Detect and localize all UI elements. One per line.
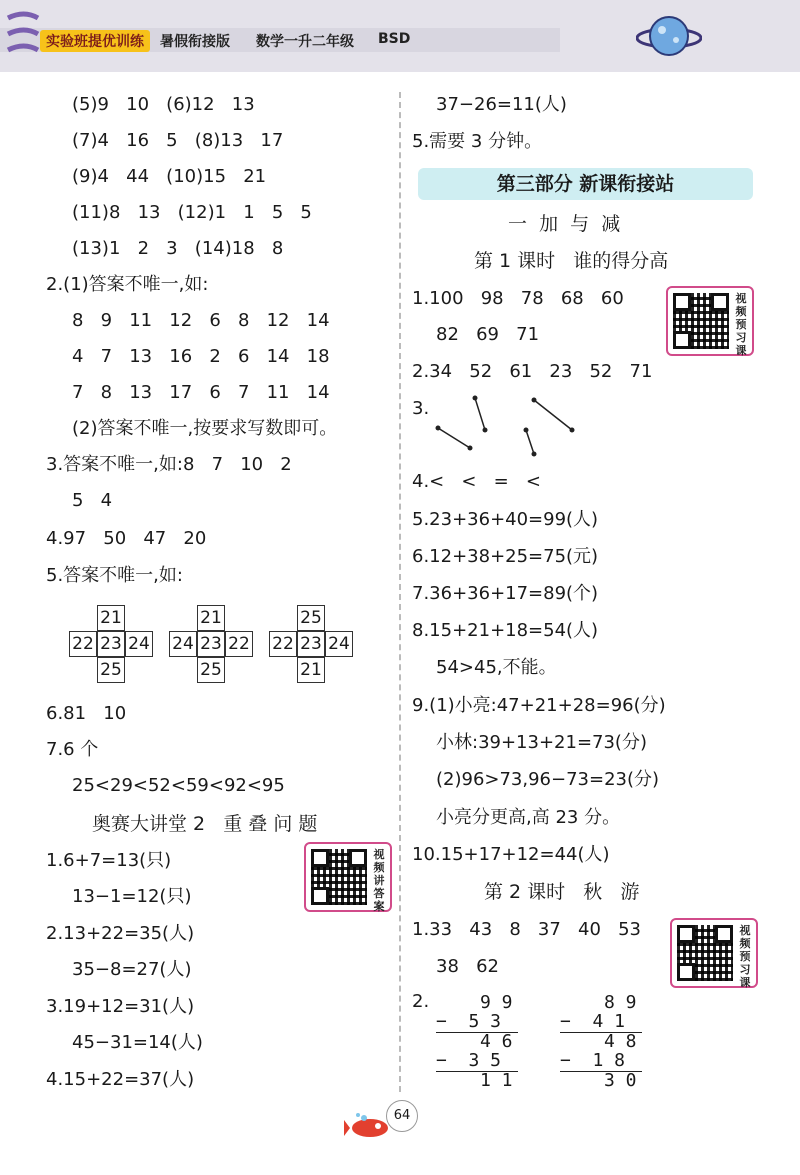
qr-corner bbox=[715, 925, 733, 943]
cross-cell: 22 bbox=[225, 631, 253, 657]
match-dot bbox=[468, 446, 473, 451]
qr-code-preview-video-1[interactable] bbox=[666, 286, 754, 356]
page-header bbox=[0, 0, 800, 72]
right-line-6: 3. bbox=[412, 398, 430, 419]
match-dot bbox=[570, 428, 575, 433]
header-subject: 数学一升二年级 bbox=[256, 34, 354, 50]
qr-corner bbox=[349, 849, 367, 867]
right-line-18: 1.33 43 8 37 40 53 bbox=[412, 919, 641, 940]
left-line-4: (11)8 13 (12)1 1 5 5 bbox=[72, 202, 312, 223]
right-line-1: 37−26=11(人) bbox=[436, 94, 567, 115]
right-line-3: 1.100 98 78 68 60 bbox=[412, 288, 624, 309]
cross-cell: 23 bbox=[197, 631, 225, 657]
left-line-17: 25<29<52<59<92<95 bbox=[72, 775, 285, 796]
left-line-6: 2.(1)答案不唯一,如: bbox=[46, 274, 209, 295]
header-edition: 暑假衔接版 bbox=[160, 34, 230, 50]
lesson-1-title: 第 1 课时 谁的得分高 bbox=[474, 250, 669, 272]
qr-corner bbox=[711, 293, 729, 311]
left-line-21: 35−8=27(人) bbox=[72, 959, 192, 980]
left-line-13: 4.97 50 47 20 bbox=[46, 528, 207, 549]
right-line-17: 10.15+17+12=44(人) bbox=[412, 844, 610, 865]
right-line-15: (2)96>73,96−73=23(分) bbox=[436, 769, 660, 790]
match-dot bbox=[473, 396, 478, 401]
right-line-12: 54>45,不能。 bbox=[436, 657, 557, 678]
right-line-20: 2. bbox=[412, 991, 430, 1012]
qr-label: 视频讲答案 bbox=[373, 848, 385, 913]
cross-cell: 24 bbox=[125, 631, 153, 657]
right-line-7: 4.< < = < bbox=[412, 471, 541, 492]
qr-corner bbox=[311, 887, 329, 905]
left-line-2: (7)4 16 5 (8)13 17 bbox=[72, 130, 284, 151]
cross-cell: 22 bbox=[69, 631, 97, 657]
lesson-2-title: 第 2 课时 秋 游 bbox=[484, 881, 640, 903]
section-banner: 第三部分 新课衔接站 bbox=[418, 168, 753, 200]
left-line-7: 8 9 11 12 6 8 12 14 bbox=[72, 310, 330, 331]
right-line-11: 8.15+21+18=54(人) bbox=[412, 620, 599, 641]
match-dot bbox=[436, 426, 441, 431]
right-line-13: 9.(1)小亮:47+21+28=96(分) bbox=[412, 695, 666, 716]
left-line-12: 5 4 bbox=[72, 490, 113, 511]
qr-code-answer-video[interactable] bbox=[304, 842, 392, 912]
right-line-19: 38 62 bbox=[436, 956, 499, 977]
left-line-18: 1.6+7=13(只) bbox=[46, 850, 172, 871]
left-line-19: 13−1=12(只) bbox=[72, 886, 192, 907]
qr-corner bbox=[677, 963, 695, 981]
right-line-14: 小林:39+13+21=73(分) bbox=[436, 732, 647, 753]
cross-cell: 24 bbox=[169, 631, 197, 657]
column-divider bbox=[399, 92, 401, 1092]
left-line-15: 6.81 10 bbox=[46, 703, 127, 724]
qr-corner bbox=[311, 849, 329, 867]
left-line-20: 2.13+22=35(人) bbox=[46, 923, 195, 944]
qr-corner bbox=[673, 331, 691, 349]
left-line-16: 7.6 个 bbox=[46, 739, 99, 760]
calc-line: 8 9 bbox=[604, 992, 637, 1013]
cross-cell: 23 bbox=[97, 631, 125, 657]
right-line-16: 小亮分更高,高 23 分。 bbox=[436, 807, 621, 828]
calc-line: − 1 8 bbox=[560, 1050, 626, 1071]
right-line-10: 7.36+36+17=89(个) bbox=[412, 583, 599, 604]
left-line-5: (13)1 2 3 (14)18 8 bbox=[72, 238, 284, 259]
match-line bbox=[438, 428, 470, 448]
match-dot bbox=[483, 428, 488, 433]
cross-cell: 23 bbox=[297, 631, 325, 657]
qr-corner bbox=[677, 925, 695, 943]
left-line-22: 3.19+12=31(人) bbox=[46, 996, 195, 1017]
right-line-5: 2.34 52 61 23 52 71 bbox=[412, 361, 653, 382]
left-line-14: 5.答案不唯一,如: bbox=[46, 565, 183, 586]
calc-line: 4 6 bbox=[480, 1031, 513, 1052]
wave-icon bbox=[4, 8, 44, 66]
left-line-23: 45−31=14(人) bbox=[72, 1032, 203, 1053]
left-line-8: 4 7 13 16 2 6 14 18 bbox=[72, 346, 330, 367]
calc-line: − 3 5 bbox=[436, 1050, 502, 1071]
right-line-8: 5.23+36+40=99(人) bbox=[412, 509, 599, 530]
qr-label: 视频预习课 bbox=[735, 292, 747, 357]
left-line-1: (5)9 10 (6)12 13 bbox=[72, 94, 255, 115]
left-line-3: (9)4 44 (10)15 21 bbox=[72, 166, 267, 187]
cross-cell: 21 bbox=[197, 605, 225, 631]
cross-cell: 25 bbox=[197, 657, 225, 683]
right-line-4: 82 69 71 bbox=[436, 324, 540, 345]
matching-lines-diagram bbox=[430, 390, 580, 460]
unit-title: 一 加 与 减 bbox=[508, 213, 621, 235]
right-line-2: 5.需要 3 分钟。 bbox=[412, 131, 543, 152]
cross-cell: 25 bbox=[97, 657, 125, 683]
planet-icon bbox=[636, 6, 702, 66]
match-line bbox=[534, 400, 572, 430]
left-line-9: 7 8 13 17 6 7 11 14 bbox=[72, 382, 330, 403]
calc-line: 3 0 bbox=[604, 1070, 637, 1091]
right-line-9: 6.12+38+25=75(元) bbox=[412, 546, 599, 567]
match-line bbox=[526, 430, 534, 454]
match-dot bbox=[532, 452, 537, 457]
qr-corner bbox=[673, 293, 691, 311]
calc-line: − 5 3 bbox=[436, 1011, 502, 1032]
section-title-olympiad: 奥赛大讲堂 2 重 叠 问 题 bbox=[92, 813, 318, 835]
cross-cell: 25 bbox=[297, 605, 325, 631]
match-line bbox=[475, 398, 485, 430]
left-line-24: 4.15+22=37(人) bbox=[46, 1069, 195, 1090]
cross-cell: 22 bbox=[269, 631, 297, 657]
qr-code-preview-video-2[interactable] bbox=[670, 918, 758, 988]
calc-line: − 4 1 bbox=[560, 1011, 626, 1032]
calc-line: 1 1 bbox=[480, 1070, 513, 1091]
match-dot bbox=[524, 428, 529, 433]
match-dot bbox=[532, 398, 537, 403]
qr-label: 视频预习课 bbox=[739, 924, 751, 989]
header-tag: 实验班提优训练 bbox=[40, 30, 150, 52]
cross-cell: 21 bbox=[97, 605, 125, 631]
left-line-10: (2)答案不唯一,按要求写数即可。 bbox=[72, 418, 338, 439]
header-version: BSD bbox=[378, 31, 411, 47]
cross-cell: 24 bbox=[325, 631, 353, 657]
left-line-11: 3.答案不唯一,如:8 7 10 2 bbox=[46, 454, 292, 475]
calc-line: 4 8 bbox=[604, 1031, 637, 1052]
cross-cell: 21 bbox=[297, 657, 325, 683]
page-number: 64 bbox=[386, 1100, 418, 1132]
calc-line: 9 9 bbox=[480, 992, 513, 1013]
